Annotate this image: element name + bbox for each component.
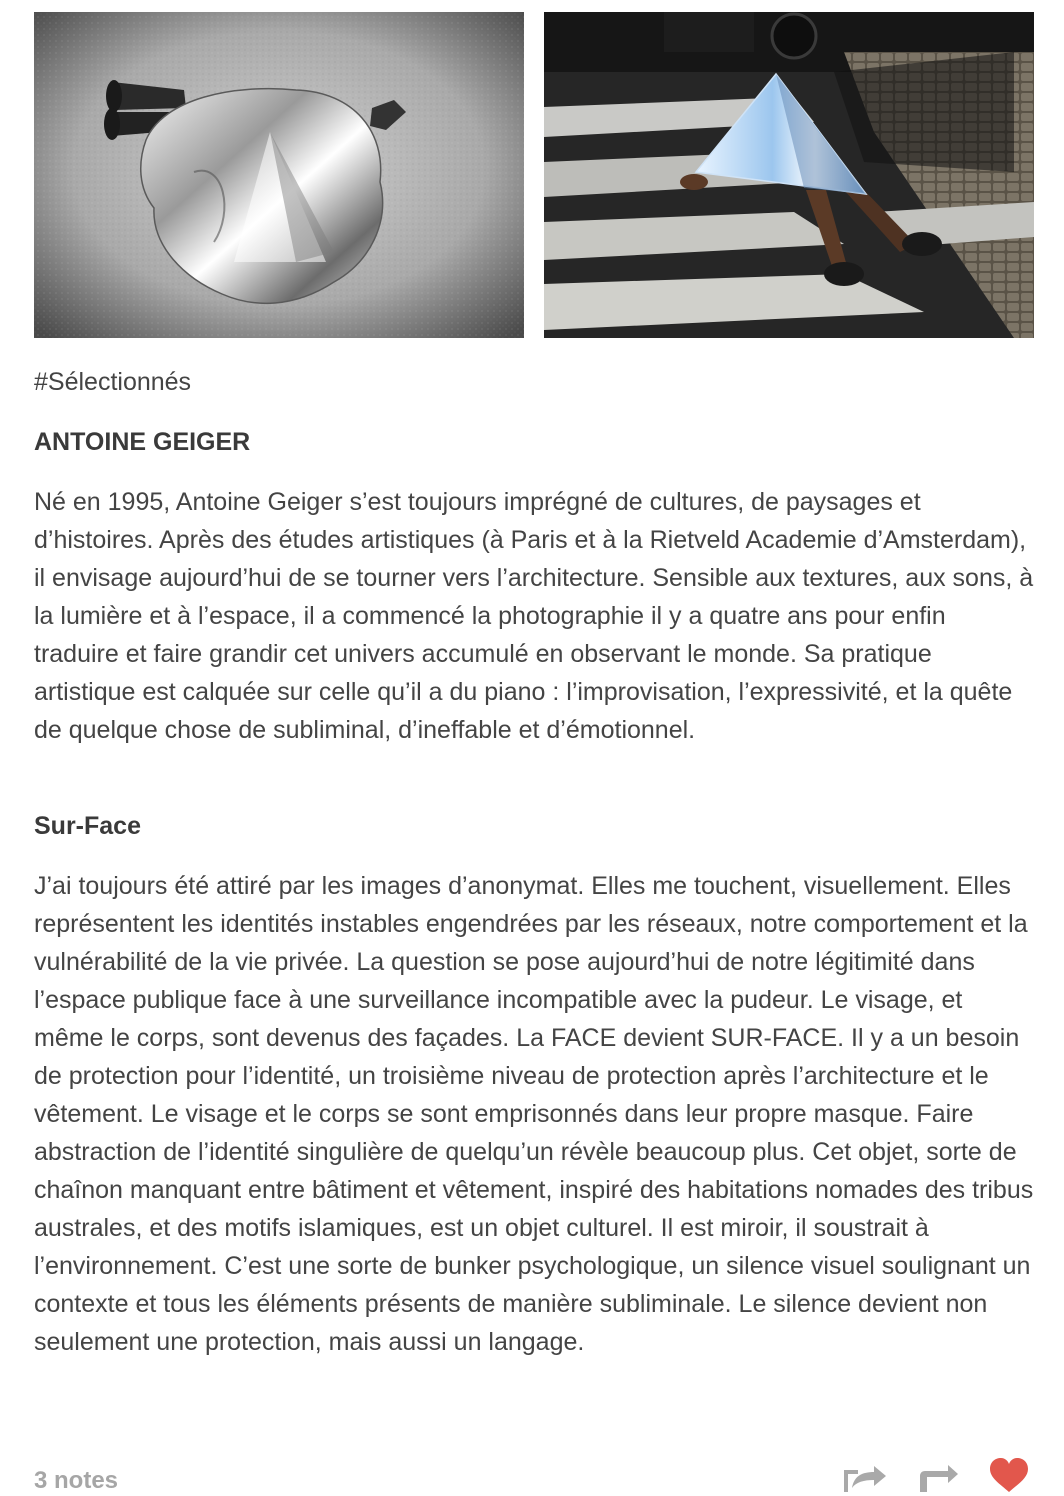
- author-bio: Né en 1995, Antoine Geiger s’est toujours imprégné de cultures, de paysages et d’histoires. Après des études artistiques (à Paris et à la Rietveld Academie d’Amsterdam), il envisage aujourd’hui de se tourner vers l’architecture. Sensible aux textures, aux sons, à la lumière et à l’espace, il a commencé la photographie il y a quatre ans pour enfin traduire et faire grandir cet univers accumulé en observant le monde. Sa pratique artistique est calquée sur celle qu’il a du piano : l’improvisation, l’expressivité, et la quête de quelque chose de subliminal, d’ineffable et d’émotionnel.: [34, 488, 1034, 744]
- series-title: Sur-Face: [34, 812, 141, 840]
- reblog-button[interactable]: [914, 1458, 960, 1492]
- post-footer: [0, 1458, 1064, 1492]
- author-name: ANTOINE GEIGER: [34, 428, 251, 456]
- photo-mirror-cone-on-sand-image: [34, 12, 524, 338]
- share-arrow-icon: [842, 1458, 888, 1492]
- photo-mirror-cone-on-crosswalk-image: [544, 12, 1034, 338]
- series-statement: J’ai toujours été attiré par les images d’anonymat. Elles me touchent, visuellement. Elles représentent les identités instables engendrées par les réseaux, notre comportement et la vulnérabilité de la vie privée. La question se pose aujourd’hui de notre légitimité dans l’espace publique face à une surveillance incompatible avec la pudeur. Le visage, et même le corps, sont devenus des façades. La FACE devient SUR-FACE. Il y a un besoin de protection pour l’identité, un troisième niveau de protection après l’architecture et le vêtement. Le visage et le corps se sont emprisonnés dans leur propre masque. Faire abstraction de l’identité singulière de quelqu’un révèle beaucoup plus. Cet objet, sorte de chaînon manquant entre bâtiment et vêtement, inspiré des habitations nomades des tribus australes, et des motifs islamiques, est un objet culturel. Il est miroir, il soustrait à l’environnement. C’est une sorte de bunker psychologique, un silence visuel soulignant un contexte et tous les éléments présents de manière subliminale. Le silence devient non seulement une protection, mais aussi un langage.: [34, 872, 1034, 1356]
- like-button[interactable]: [986, 1458, 1032, 1492]
- tag-link[interactable]: #Sélectionnés: [34, 368, 192, 396]
- notes-count[interactable]: 3 notes: [34, 1467, 119, 1494]
- share-button[interactable]: [842, 1458, 888, 1492]
- photo-row: [34, 12, 1034, 338]
- photo-mirror-cone-on-crosswalk[interactable]: [544, 12, 1034, 338]
- heart-icon: [986, 1458, 1032, 1492]
- reblog-icon: [914, 1458, 960, 1492]
- photo-mirror-cone-on-sand[interactable]: [34, 12, 524, 338]
